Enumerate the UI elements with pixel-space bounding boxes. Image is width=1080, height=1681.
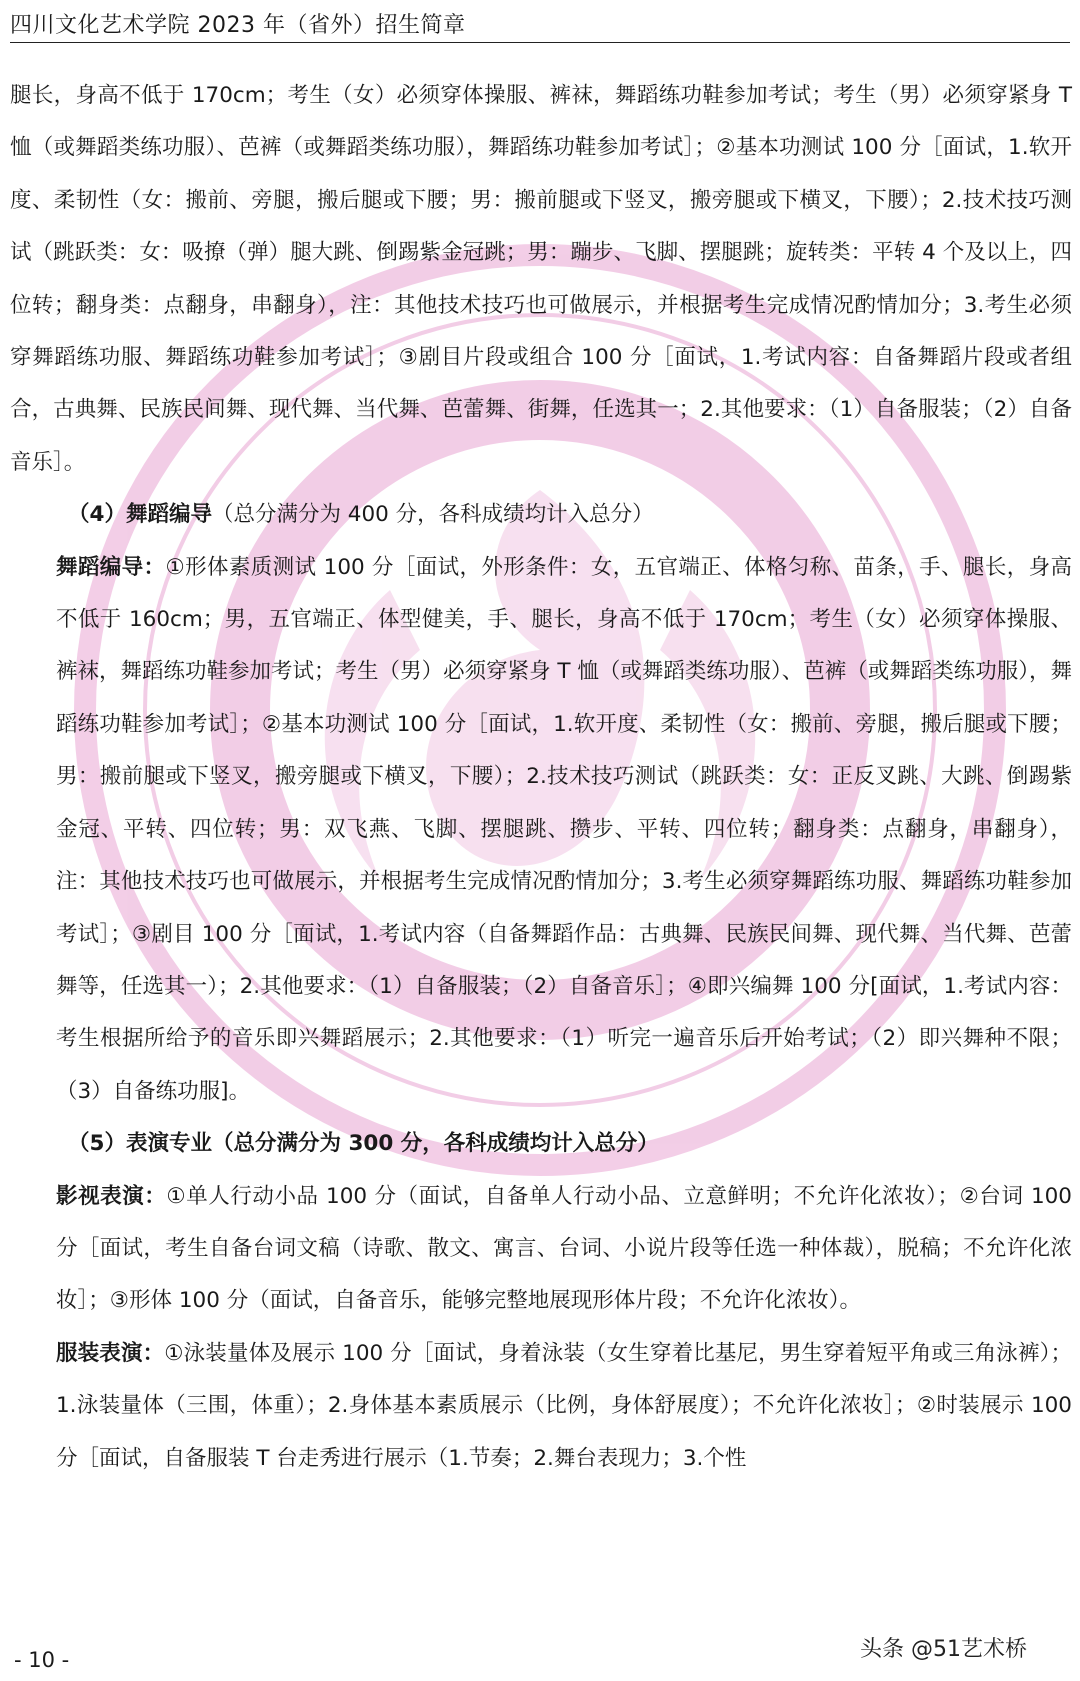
body-paragraph xyxy=(10,1171,1072,1328)
section-note: （总分满分为 400 分，各科成绩均计入总分） xyxy=(211,502,654,528)
section-title: （4）舞蹈编导 xyxy=(68,502,212,528)
paragraph-text: ①形体素质测试 100 分［面试，外形条件：女，五官端正、体格匀称、苗条，手、腿长，身高不低于 160cm；男，五官端正、体型健美，手、腿长，身高不低于 170cm；考生（女）必须穿体操服、裤袜，舞蹈练功鞋参加考试；考生（男）必须穿紧身 T 恤（或舞蹈类练功服）、芭裤（或舞蹈类练功服），舞蹈练功鞋参加考试］；②基本功测试 100 分［面试，1.软开度、柔韧性（女：搬前、旁腿，搬后腿或下腰；男：搬前腿或下竖叉，搬旁腿或下横叉，下腰）；2.技术技巧测试（跳跃类：女：正反叉跳、大跳、倒踢紫金冠、平转、四位转；男：双飞燕、飞脚、摆腿跳、攒步、平转、四位转；翻身类：点翻身，串翻身），注：其他技术技巧也可做展示，并根据考生完成情况酌情加分；3.考生必须穿舞蹈练功服、舞蹈练功鞋参加考试］；③剧目 100 分［面试，1.考试内容（自备舞蹈作品：古典舞、民族民间舞、现代舞、当代舞、芭蕾舞等，任选其一）；2.其他要求：（1）自备服装；（2）自备音乐］；④即兴编舞 100 分[面试，1.考试内容：考生根据所给予的音乐即兴舞蹈展示；2.其他要求：（1）听完一遍音乐后开始考试；（2）即兴舞种不限；（3）自备练功服]。 xyxy=(56,554,1072,1104)
page-number: - 10 - xyxy=(14,1648,70,1672)
section-heading-performance xyxy=(10,1118,1072,1170)
body-paragraph: 腿长，身高不低于 170cm；考生（女）必须穿体操服、裤袜，舞蹈练功鞋参加考试；考生（男）必须穿紧身 T 恤（或舞蹈类练功服）、芭裤（或舞蹈类练功服），舞蹈练功鞋参加考试］；②基本功测试 100 分［面试，1.软开度、柔韧性（女：搬前、旁腿，搬后腿或下腰；男：搬前腿或下竖叉，搬旁腿或下横叉，下腰）；2.技术技巧测试（跳跃类：女：吸撩（弹）腿大跳、倒踢紫金冠跳；男：蹦步、飞脚、摆腿跳；旋转类：平转 4 个及以上，四位转；翻身类：点翻身，串翻身），注：其他技术技巧也可做展示，并根据考生完成情况酌情加分；3.考生必须穿舞蹈练功服、舞蹈练功鞋参加考试］；③剧目片段或组合 100 分［面试，1.考试内容：自备舞蹈片段或者组合，古典舞、民族民间舞、现代舞、当代舞、芭蕾舞、街舞，任选其一；2.其他要求：（1）自备服装；（2）自备音乐］。 xyxy=(10,83,1072,475)
paragraph-label: 舞蹈编导： xyxy=(56,554,166,580)
page-header xyxy=(10,4,1070,43)
document-title: 四川文化艺术学院 2023 年（省外）招生简章 xyxy=(10,13,466,38)
section-title: （5）表演专业（总分满分为 300 分，各科成绩均计入总分） xyxy=(68,1131,659,1157)
paragraph-label: 影视表演： xyxy=(56,1183,167,1209)
body-paragraph xyxy=(10,542,1072,1118)
paragraph-label: 服装表演： xyxy=(56,1340,165,1366)
paragraph-text: ①泳装量体及展示 100 分［面试，身着泳装（女生穿着比基尼，男生穿着短平角或三角泳裤）；1.泳装量体（三围，体重）；2.身体基本素质展示（比例，身体舒展度）；不允许化浓妆］；②时装展示 100 分［面试，自备服装 T 台走秀进行展示（1.节奏；2.舞台表现力；3.个性 xyxy=(56,1340,1072,1471)
section-heading-dance-choreography xyxy=(10,489,1072,541)
body-paragraph xyxy=(10,1328,1072,1485)
paragraph-text: ①单人行动小品 100 分（面试，自备单人行动小品、立意鲜明；不允许化浓妆）；②台词 100 分［面试，考生自备台词文稿（诗歌、散文、寓言、台词、小说片段等任选一种体裁），脱稿；不允许化浓妆］；③形体 100 分（面试，自备音乐，能够完整地展现形体片段；不允许化浓妆）。 xyxy=(56,1183,1072,1314)
page-body xyxy=(10,70,1072,1485)
source-watermark: 头条 @51艺术桥 xyxy=(860,1637,1027,1662)
